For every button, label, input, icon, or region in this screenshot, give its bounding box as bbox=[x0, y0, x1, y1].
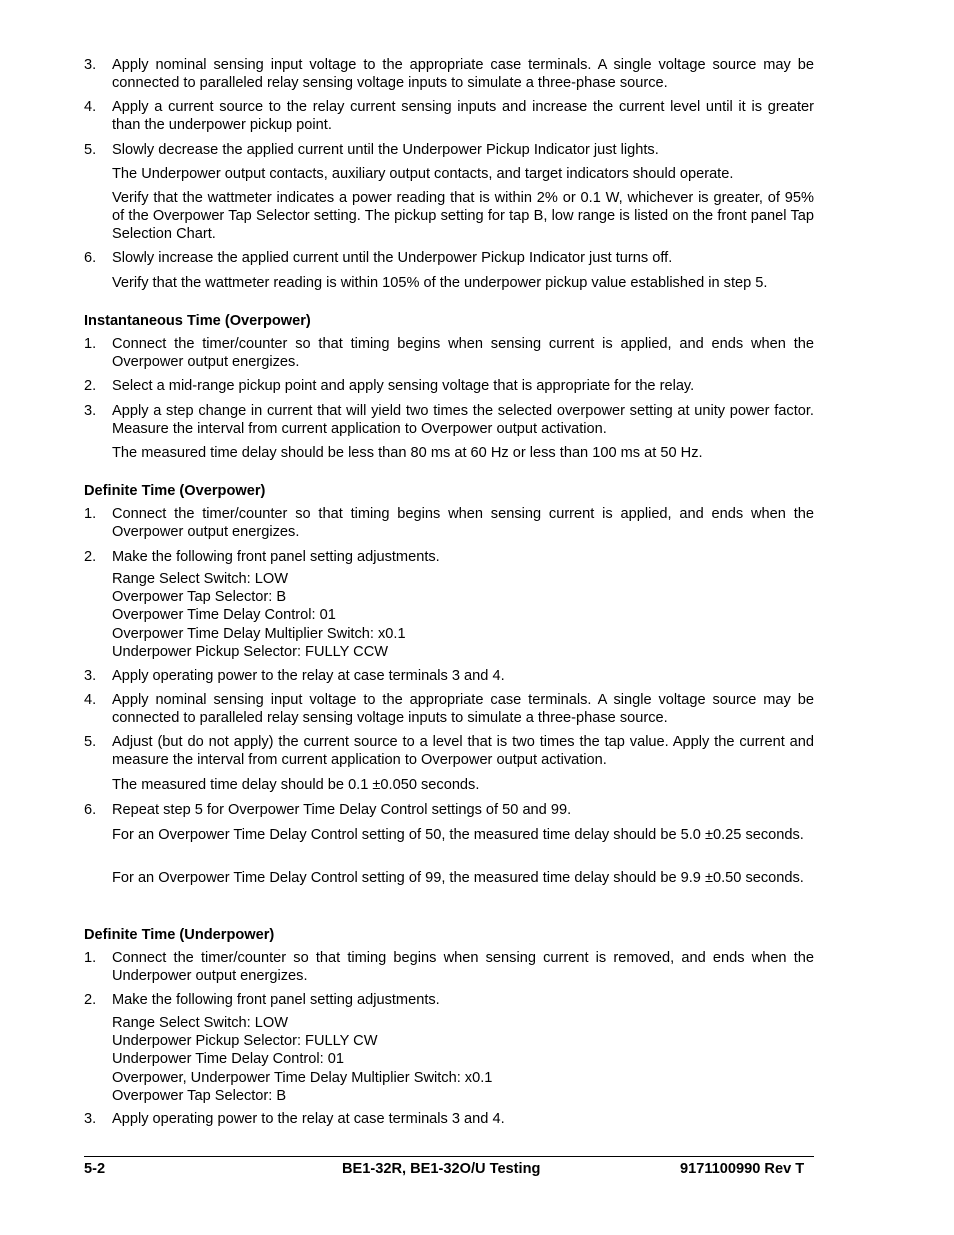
step-note: The measured time delay should be less than 80 ms at 60 Hz or less than 100 ms at 50 Hz. bbox=[112, 445, 703, 461]
step-text: Make the following front panel setting adjustments. bbox=[112, 992, 440, 1008]
step-5 bbox=[84, 733, 814, 769]
step-5 bbox=[84, 141, 814, 159]
step-4 bbox=[84, 98, 814, 134]
step-text: Apply operating power to the relay at case terminals 3 and 4. bbox=[112, 668, 505, 684]
step-text: Connect the timer/counter so that timing begins when sensing current is applied, and ends when the Overpower output energizes. bbox=[112, 336, 814, 371]
step-2 bbox=[84, 377, 814, 395]
step-text: Select a mid-range pickup point and apply sensing voltage that is appropriate for the relay. bbox=[112, 378, 695, 394]
step-1 bbox=[84, 335, 814, 371]
step-number: 3. bbox=[84, 1111, 97, 1127]
step-note: The Underpower output contacts, auxiliary output contacts, and target indicators should operate. bbox=[112, 166, 734, 182]
footer-divider bbox=[84, 1156, 814, 1157]
step-number: 4. bbox=[84, 692, 97, 708]
step-number: 1. bbox=[84, 950, 97, 966]
setting-line: Underpower Pickup Selector: FULLY CW bbox=[112, 1033, 378, 1050]
step-text: Connect the timer/counter so that timing begins when sensing current is applied, and ends when the Overpower output energizes. bbox=[112, 506, 814, 541]
step-1 bbox=[84, 505, 814, 541]
setting-line: Overpower Time Delay Multiplier Switch: x0.1 bbox=[112, 625, 406, 642]
step-6 bbox=[84, 801, 814, 819]
settings-list bbox=[112, 570, 814, 661]
section-heading: Instantaneous Time (Overpower) bbox=[84, 313, 311, 329]
step-number: 5. bbox=[84, 142, 97, 158]
setting-line: Overpower, Underpower Time Delay Multiplier Switch: x0.1 bbox=[112, 1069, 493, 1086]
step-2 bbox=[84, 548, 814, 566]
setting-line: Overpower Tap Selector: B bbox=[112, 1087, 287, 1104]
step-text: Apply a current source to the relay current sensing inputs and increase the current level until it is greater than the underpower pickup point. bbox=[112, 99, 814, 134]
section-heading: Definite Time (Overpower) bbox=[84, 483, 266, 499]
step-text: Make the following front panel setting adjustments. bbox=[112, 549, 440, 565]
step-3 bbox=[84, 402, 814, 438]
step-3 bbox=[84, 1110, 814, 1128]
step-text: Adjust (but do not apply) the current source to a level that is two times the tap value. Apply the current and measure the interval from current application to Overpower output activation. bbox=[112, 734, 814, 769]
step-text: Apply a step change in current that will yield two times the selected overpower setting at unity power factor. Measure the interval from current application to Overpower output activation. bbox=[112, 403, 814, 438]
setting-line: Overpower Tap Selector: B bbox=[112, 589, 287, 606]
step-text: Apply nominal sensing input voltage to the appropriate case terminals. A single voltage source may be connected to paralleled relay sensing voltage inputs to simulate a three-phase source. bbox=[112, 57, 814, 92]
settings-list bbox=[112, 1014, 814, 1105]
setting-line: Underpower Pickup Selector: FULLY CCW bbox=[112, 643, 389, 660]
step-1 bbox=[84, 949, 814, 985]
step-number: 2. bbox=[84, 549, 97, 565]
step-number: 3. bbox=[84, 668, 97, 684]
step-number: 1. bbox=[84, 336, 97, 352]
footer-doc-number: 9171100990 Rev T bbox=[680, 1161, 805, 1177]
step-4 bbox=[84, 691, 814, 727]
step-note: The measured time delay should be 0.1 ±0.050 seconds. bbox=[112, 777, 480, 793]
step-note: Verify that the wattmeter reading is within 105% of the underpower pickup value established in step 5. bbox=[112, 275, 768, 291]
step-2 bbox=[84, 991, 814, 1009]
setting-line: Underpower Time Delay Control: 01 bbox=[112, 1051, 344, 1068]
step-3 bbox=[84, 667, 814, 685]
step-number: 6. bbox=[84, 250, 97, 266]
step-text: Slowly increase the applied current until the Underpower Pickup Indicator just turns off. bbox=[112, 250, 673, 266]
step-text: Apply operating power to the relay at case terminals 3 and 4. bbox=[112, 1111, 505, 1127]
step-6 bbox=[84, 249, 814, 267]
step-text: Slowly decrease the applied current until the Underpower Pickup Indicator just lights. bbox=[112, 142, 659, 158]
step-number: 1. bbox=[84, 506, 97, 522]
setting-line: Range Select Switch: LOW bbox=[112, 1015, 289, 1031]
footer-page-number: 5-2 bbox=[84, 1161, 106, 1177]
setting-line: Overpower Time Delay Control: 01 bbox=[112, 607, 336, 624]
step-text: Repeat step 5 for Overpower Time Delay Control settings of 50 and 99. bbox=[112, 802, 572, 818]
step-note: Verify that the wattmeter indicates a power reading that is within 2% or 0.1 W, whichever is greater, of 95% of the Overpower Tap Selector setting. The pickup setting for tap B, low range is listed on the front panel Tap Selection Chart. bbox=[112, 190, 814, 243]
step-note: For an Overpower Time Delay Control setting of 99, the measured time delay should be 9.9 ±0.50 seconds. bbox=[112, 870, 804, 886]
step-number: 3. bbox=[84, 403, 97, 419]
step-number: 4. bbox=[84, 99, 97, 115]
step-number: 3. bbox=[84, 57, 97, 73]
step-3 bbox=[84, 56, 814, 92]
step-text: Apply nominal sensing input voltage to the appropriate case terminals. A single voltage source may be connected to paralleled relay sensing voltage inputs to simulate a three-phase source. bbox=[112, 692, 814, 727]
footer-title: BE1-32R, BE1-32O/U Testing bbox=[342, 1161, 541, 1177]
step-text: Connect the timer/counter so that timing begins when sensing current is removed, and ends when the Underpower output energizes. bbox=[112, 950, 814, 985]
step-note: For an Overpower Time Delay Control setting of 50, the measured time delay should be 5.0 ±0.25 seconds. bbox=[112, 827, 804, 843]
setting-line: Range Select Switch: LOW bbox=[112, 571, 289, 587]
step-number: 2. bbox=[84, 378, 97, 394]
step-number: 6. bbox=[84, 802, 97, 818]
step-number: 5. bbox=[84, 734, 97, 750]
step-number: 2. bbox=[84, 992, 97, 1008]
section-heading: Definite Time (Underpower) bbox=[84, 927, 275, 943]
